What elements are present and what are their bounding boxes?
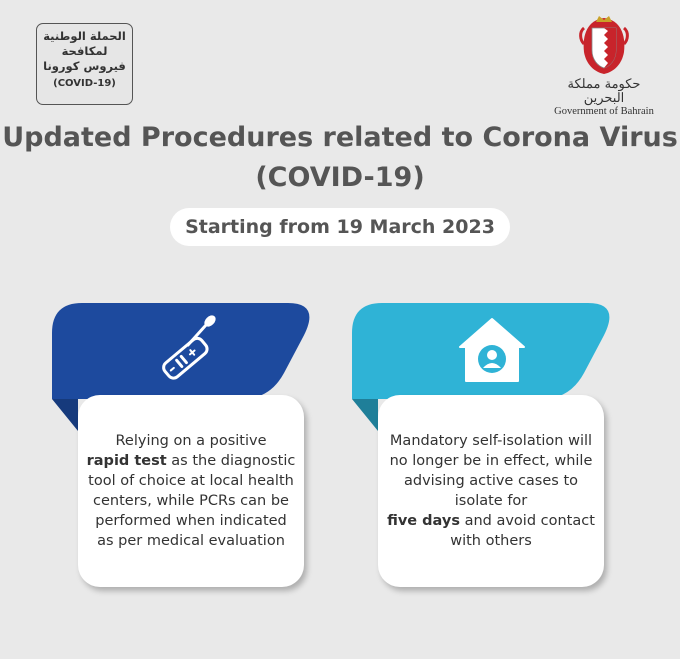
rapid-test-text-before: Relying on a positive bbox=[115, 433, 267, 449]
title-line-1: Updated Procedures related to Corona Virus bbox=[2, 122, 678, 153]
campaign-badge bbox=[36, 23, 133, 105]
page-title bbox=[0, 118, 680, 198]
badge-english: (COVID-19) bbox=[53, 78, 116, 89]
self-isolation-text-after: and avoid contact with others bbox=[450, 513, 595, 549]
logo-arabic-text: حكومة مملكة البحرين bbox=[567, 77, 641, 106]
self-isolation-bold-text: five days bbox=[387, 513, 460, 529]
badge-arabic-line-3: فيروس كورونا bbox=[43, 59, 126, 73]
self-isolation-description bbox=[386, 431, 596, 551]
rapid-test-description bbox=[86, 431, 296, 551]
badge-arabic-line-1: الحملة الوطنية bbox=[43, 29, 126, 43]
title-line-2: (COVID-19) bbox=[255, 162, 425, 193]
badge-arabic-line-2: لمكافحة bbox=[61, 44, 108, 58]
bahrain-crest-icon bbox=[578, 14, 630, 76]
self-isolation-text-before: Mandatory self-isolation will no longer be in effect, while advising active cases to isolate for bbox=[389, 433, 593, 509]
self-isolation-card bbox=[352, 303, 610, 587]
self-isolation-text-box bbox=[378, 395, 604, 587]
rapid-test-text-box bbox=[78, 395, 304, 587]
rapid-test-icon bbox=[148, 311, 224, 387]
home-isolation-icon bbox=[454, 311, 530, 387]
rapid-test-card bbox=[52, 303, 310, 587]
rapid-test-text-after: as the diagnostic tool of choice at local health centers, while PCRs can be performed when indicated as per medical evaluation bbox=[88, 453, 296, 549]
rapid-test-bold-text: rapid test bbox=[86, 453, 167, 469]
start-date-pill: Starting from 19 March 2023 bbox=[170, 208, 510, 246]
government-logo bbox=[548, 14, 660, 117]
logo-english-text: Government of Bahrain bbox=[554, 106, 654, 117]
